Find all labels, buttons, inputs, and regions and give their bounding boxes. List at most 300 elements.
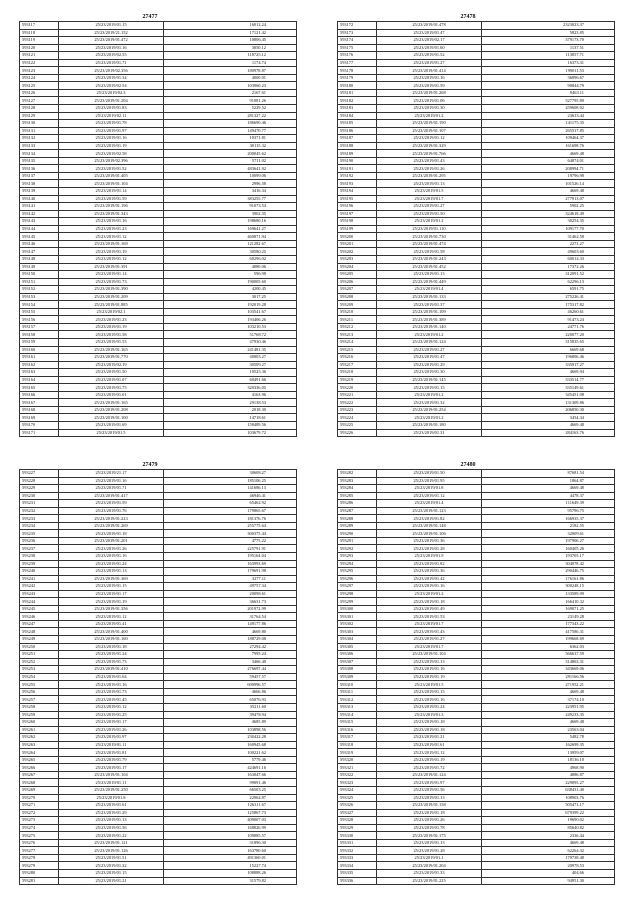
records-table [337, 21, 615, 437]
table-row [338, 764, 615, 772]
table-row [338, 809, 615, 817]
record-number: 593306 [338, 651, 377, 659]
record-amount: 36896.67 [482, 74, 615, 82]
record-amount: 3277.11 [164, 575, 297, 583]
record-amount: 22964.87 [164, 794, 297, 802]
record-code: 25/23/2019/02.356 [59, 67, 164, 75]
record-number: 593335 [338, 869, 377, 877]
record-number: 593315 [338, 719, 377, 727]
record-number: 593329 [338, 824, 377, 832]
record-number: 593125 [20, 82, 59, 90]
table-row [20, 218, 297, 226]
record-code: 25/23/2019/01.21 [377, 734, 482, 742]
record-number: 593265 [20, 756, 59, 764]
table-row [20, 346, 297, 354]
table-row [20, 703, 297, 711]
record-code: 25/23/2019/01.4 [377, 286, 482, 294]
record-amount: 220077.20 [482, 331, 615, 339]
record-code: 25/23/2019/01.209 [59, 293, 164, 301]
record-number: 593287 [338, 507, 377, 515]
table-row [20, 406, 297, 414]
record-number: 593221 [338, 391, 377, 399]
table-row [20, 726, 297, 734]
table-row [20, 127, 297, 135]
table-row [338, 331, 615, 339]
record-code: 25/23/2019/01.175 [377, 832, 482, 840]
record-code: 25/23/2019/01.5 [59, 429, 164, 437]
table-row [20, 421, 297, 429]
record-amount: 197906.27 [482, 537, 615, 545]
record-code: 25/23/2019/02.55 [59, 52, 164, 60]
record-code: 25/23/2019/01.5 [377, 681, 482, 689]
table-row [338, 553, 615, 561]
record-code: 25/23/2019/01.417 [59, 492, 164, 500]
record-amount: 36631.73 [164, 598, 297, 606]
table-row [20, 29, 297, 37]
table-row [338, 802, 615, 810]
record-code: 25/23/2019/01.49 [377, 605, 482, 613]
record-code: 25/23/2019/01.26 [377, 165, 482, 173]
record-number: 593148 [20, 255, 59, 263]
record-code: 25/23/2019/01.26 [377, 817, 482, 825]
record-amount: 46260.61 [482, 308, 615, 316]
table-row [338, 613, 615, 621]
record-amount: 265517.85 [482, 127, 615, 135]
record-code: 25/23/2019/01.180 [377, 421, 482, 429]
record-code: 25/23/2019/01.24 [59, 651, 164, 659]
page-block-3 [19, 461, 281, 885]
record-number: 593204 [338, 263, 377, 271]
record-number: 593196 [338, 203, 377, 211]
table-row [20, 847, 297, 855]
record-number: 593232 [20, 507, 59, 515]
record-code: 25/23/2019/01.158 [377, 802, 482, 810]
table-row [338, 477, 615, 485]
record-code: 25/23/2019/01.71 [59, 59, 164, 67]
record-amount: 679399.22 [482, 809, 615, 817]
table-row [338, 338, 615, 346]
record-code: 25/23/2019/01.97 [59, 734, 164, 742]
record-amount: 46946.41 [164, 492, 297, 500]
record-code: 25/23/2019/01.104 [377, 651, 482, 659]
record-amount: 417586.31 [482, 628, 615, 636]
record-number: 593309 [338, 673, 377, 681]
record-amount: 4000.01 [164, 74, 297, 82]
record-code: 25/23/2019/01.29 [377, 361, 482, 369]
table-row [338, 877, 615, 885]
table-row [20, 361, 297, 369]
record-amount: 315835.65 [482, 338, 615, 346]
record-code: 25/23/2019/01.19 [377, 756, 482, 764]
record-number: 593310 [338, 681, 377, 689]
record-number: 593251 [20, 651, 59, 659]
record-amount: 188729.08 [164, 636, 297, 644]
record-number: 593300 [338, 605, 377, 613]
record-code: 25/23/2019/01.73 [59, 658, 164, 666]
record-number: 593190 [338, 157, 377, 165]
record-code: 25/23/2019/01.13 [377, 794, 482, 802]
record-number: 593288 [338, 515, 377, 523]
record-amount: 108903.76 [482, 794, 615, 802]
record-number: 593328 [338, 817, 377, 825]
record-amount: 131309.86 [482, 399, 615, 407]
record-code: 25/23/2019/01.2 [377, 414, 482, 422]
record-number: 593165 [20, 384, 59, 392]
record-code: 25/23/2019/01.15 [59, 869, 164, 877]
record-number: 593215 [338, 346, 377, 354]
record-number: 593144 [20, 225, 59, 233]
record-amount: 195164.04 [164, 553, 297, 561]
record-number: 593205 [338, 271, 377, 279]
record-code: 25/23/2019/01.369 [59, 575, 164, 583]
record-number: 593269 [20, 786, 59, 794]
record-code: 25/23/2019/01.12 [377, 749, 482, 757]
record-number: 593178 [338, 67, 377, 75]
record-amount: 383255.77 [164, 195, 297, 203]
record-number: 593212 [338, 323, 377, 331]
table-row [338, 142, 615, 150]
record-amount: 333514.77 [482, 376, 615, 384]
record-amount: 284163.76 [482, 429, 615, 437]
table-row [338, 560, 615, 568]
record-code: 25/23/2019/01.474 [377, 240, 482, 248]
record-code: 25/23/2019/01.58 [377, 248, 482, 256]
record-amount: 2182.55 [482, 522, 615, 530]
record-code: 25/23/2019/01.16 [377, 74, 482, 82]
record-code: 25/23/2019/01.254 [377, 406, 482, 414]
table-row [20, 157, 297, 165]
table-row [338, 384, 615, 392]
table-row [338, 862, 615, 870]
record-number: 593185 [338, 120, 377, 128]
record-code: 25/23/2019/01.169 [59, 240, 164, 248]
record-number: 593268 [20, 779, 59, 787]
table-row [338, 195, 615, 203]
record-number: 593272 [20, 809, 59, 817]
record-number: 593280 [20, 869, 59, 877]
table-row [20, 203, 297, 211]
record-number: 593230 [20, 492, 59, 500]
record-number: 593164 [20, 376, 59, 384]
page-number: 27478 [460, 14, 476, 20]
record-code: 25/23/2019/01.124 [377, 771, 482, 779]
record-number: 593242 [20, 583, 59, 591]
record-amount: 199011.53 [482, 67, 615, 75]
record-amount: 460871.94 [164, 233, 297, 241]
table-row [338, 741, 615, 749]
record-amount: 229095.27 [482, 779, 615, 787]
record-amount: 483641.92 [164, 165, 297, 173]
table-row [20, 545, 297, 553]
record-code: 25/23/2019/01.16 [377, 666, 482, 674]
record-code: 25/23/2019/01.204 [59, 97, 164, 105]
record-amount: 566637.59 [482, 651, 615, 659]
record-code: 25/23/2019/01.100 [59, 414, 164, 422]
record-code: 25/23/2019/01.133 [377, 293, 482, 301]
table-row [20, 369, 297, 377]
record-code: 25/23/2019/01.356 [59, 605, 164, 613]
record-number: 593188 [338, 142, 377, 150]
table-row [20, 688, 297, 696]
record-amount: 103898.56 [164, 726, 297, 734]
record-number: 593126 [20, 89, 59, 97]
record-code: 25/23/2019/01.27 [377, 346, 482, 354]
record-number: 593123 [20, 67, 59, 75]
record-number: 593117 [20, 22, 59, 30]
record-amount: 5711.02 [164, 157, 297, 165]
record-code: 25/23/2019/01.27 [377, 59, 482, 67]
record-code: 25/23/2019/01.52 [377, 52, 482, 60]
table-row [338, 67, 615, 75]
table-row [20, 233, 297, 241]
record-amount: 10806.45 [164, 37, 297, 45]
table-row [20, 522, 297, 530]
table-row [338, 37, 615, 45]
record-amount: 91473.24 [482, 316, 615, 324]
record-amount: 335917.27 [482, 361, 615, 369]
record-amount: 3902.35 [164, 210, 297, 218]
record-code: 25/23/2019/01.123 [377, 507, 482, 515]
record-amount: 335149.61 [482, 384, 615, 392]
record-amount: 10371.81 [164, 135, 297, 143]
record-amount: 200045.62 [164, 150, 297, 158]
record-number: 593290 [338, 530, 377, 538]
record-amount: 161698.76 [482, 142, 615, 150]
record-code: 25/23/2019/01.13 [59, 817, 164, 825]
table-row [338, 89, 615, 97]
table-row [338, 74, 615, 82]
record-number: 593119 [20, 37, 59, 45]
record-number: 593283 [338, 477, 377, 485]
record-code: 25/23/2019/01.3 [377, 711, 482, 719]
record-amount: 103679.72 [164, 429, 297, 437]
record-amount: 51768.72 [164, 331, 297, 339]
record-amount: 15227.74 [164, 862, 297, 870]
table-row [20, 240, 297, 248]
record-code: 25/23/2019/01.126 [59, 847, 164, 855]
table-row [20, 734, 297, 742]
record-code: 25/23/2019/01.15 [59, 583, 164, 591]
record-code: 25/23/2019/01.19 [59, 323, 164, 331]
record-code: 25/23/2019/01.7 [377, 643, 482, 651]
record-amount: 379173.70 [482, 37, 615, 45]
record-code: 25/23/2019/01.59 [59, 195, 164, 203]
record-number: 593151 [20, 278, 59, 286]
record-number: 593296 [338, 575, 377, 583]
record-number: 593157 [20, 323, 59, 331]
record-amount: 85640.82 [482, 824, 615, 832]
record-code: 25/23/2019/01.405 [59, 172, 164, 180]
record-number: 593145 [20, 233, 59, 241]
table-row [20, 862, 297, 870]
record-number: 593243 [20, 590, 59, 598]
page-number: 27479 [142, 462, 158, 468]
record-amount: 230422.28 [164, 734, 297, 742]
record-amount: 5482.78 [482, 734, 615, 742]
record-code: 25/23/2019/01.390 [59, 286, 164, 294]
record-code: 25/23/2019/01.13 [377, 839, 482, 847]
table-row [338, 376, 615, 384]
table-row [20, 331, 297, 339]
record-number: 593264 [20, 749, 59, 757]
record-code: 25/23/2019/01.07 [59, 376, 164, 384]
record-code: 25/23/2019/01.13 [377, 658, 482, 666]
record-number: 593152 [20, 286, 59, 294]
record-amount: 65076.93 [164, 696, 297, 704]
record-code: 25/23/2019/01.28 [377, 545, 482, 553]
record-code: 25/23/2019/01.22 [59, 832, 164, 840]
record-code: 25/23/2019/01.64 [59, 673, 164, 681]
table-row [338, 172, 615, 180]
record-number: 593312 [338, 696, 377, 704]
record-amount: 103210.53 [164, 323, 297, 331]
record-number: 593266 [20, 764, 59, 772]
record-number: 593208 [338, 293, 377, 301]
record-number: 593158 [20, 331, 59, 339]
table-row [338, 545, 615, 553]
record-code: 25/23/2019/01.14 [59, 271, 164, 279]
record-amount: 121282.67 [164, 240, 297, 248]
record-amount: 6669.68 [482, 346, 615, 354]
record-amount: 491360.01 [164, 854, 297, 862]
record-amount: 65462.92 [164, 500, 297, 508]
record-amount: 17372.26 [482, 263, 615, 271]
record-number: 593301 [338, 613, 377, 621]
record-number: 593167 [20, 399, 59, 407]
record-number: 593257 [20, 696, 59, 704]
table-row [338, 726, 615, 734]
record-code: 25/23/2019/01.97 [377, 779, 482, 787]
table-row [20, 135, 297, 143]
table-row [338, 22, 615, 30]
table-row [20, 583, 297, 591]
table-row [20, 492, 297, 500]
record-amount: 141175.35 [482, 120, 615, 128]
record-amount: 180978.87 [164, 67, 297, 75]
record-number: 593258 [20, 703, 59, 711]
record-number: 593135 [20, 157, 59, 165]
record-amount: 4669.48 [482, 485, 615, 493]
record-amount: 64874.01 [482, 157, 615, 165]
record-number: 593181 [338, 89, 377, 97]
record-amount: 5779.46 [164, 756, 297, 764]
table-row [338, 391, 615, 399]
record-number: 593224 [338, 414, 377, 422]
record-number: 593129 [20, 112, 59, 120]
record-code: 25/23/2019/01.12 [377, 135, 482, 143]
record-code: 25/23/2019/01.16 [59, 218, 164, 226]
table-row [338, 82, 615, 90]
record-code: 25/23/2019/02.1 [59, 308, 164, 316]
table-row [338, 711, 615, 719]
record-amount: 91081.26 [164, 97, 297, 105]
record-code: 25/23/2019/01.13 [59, 568, 164, 576]
table-row [20, 802, 297, 810]
record-code: 25/23/2019/01.2 [377, 218, 482, 226]
record-number: 593299 [338, 598, 377, 606]
record-amount: 99891.46 [164, 779, 297, 787]
record-number: 593194 [338, 188, 377, 196]
record-code: 25/23/2019/01.61 [59, 802, 164, 810]
record-amount: 27294.42 [164, 643, 297, 651]
record-code: 25/23/2019/01.410 [59, 666, 164, 674]
record-amount: 208994.71 [482, 165, 615, 173]
record-amount: 166935.37 [482, 515, 615, 523]
table-row [20, 67, 297, 75]
record-code: 25/23/2019/01.449 [377, 278, 482, 286]
record-number: 593130 [20, 120, 59, 128]
record-amount: 103960.23 [164, 82, 297, 90]
record-code: 25/23/2019/01.770 [59, 354, 164, 362]
record-code: 25/23/2019/01.104 [59, 180, 164, 188]
record-number: 593163 [20, 369, 59, 377]
record-number: 593127 [20, 97, 59, 105]
record-amount: 40803.27 [164, 354, 297, 362]
record-code: 25/23/2019/01.16 [59, 681, 164, 689]
record-amount: 141686.13 [164, 485, 297, 493]
table-row [338, 165, 615, 173]
record-code: 25/23/2019/01.43 [377, 157, 482, 165]
table-row [20, 590, 297, 598]
record-number: 593142 [20, 210, 59, 218]
table-row [338, 500, 615, 508]
table-row [20, 120, 297, 128]
records-table [19, 469, 297, 885]
table-row [338, 568, 615, 576]
record-amount: 23613.44 [482, 112, 615, 120]
record-amount: 62296.13 [482, 278, 615, 286]
record-code: 25/23/2019/01.19 [377, 673, 482, 681]
record-code: 25/23/2019/01.2 [377, 112, 482, 120]
record-code: 25/23/2019/01.52 [59, 165, 164, 173]
table-row [338, 255, 615, 263]
table-row [338, 203, 615, 211]
record-code: 25/23/2019/01.7 [377, 620, 482, 628]
table-row [20, 37, 297, 45]
record-code: 25/23/2019/01.17 [59, 719, 164, 727]
record-code: 25/23/2019/01.34 [59, 74, 164, 82]
table-row [338, 44, 615, 52]
table-row [338, 485, 615, 493]
record-number: 593227 [20, 470, 59, 478]
table-row [338, 414, 615, 422]
record-number: 593308 [338, 666, 377, 674]
record-amount: 169641.27 [164, 225, 297, 233]
record-number: 593209 [338, 301, 377, 309]
record-number: 593183 [338, 105, 377, 113]
record-code: 25/23/2019/01.250 [59, 786, 164, 794]
table-row [338, 263, 615, 271]
record-code: 25/23/2019/01.16 [59, 135, 164, 143]
table-row [20, 195, 297, 203]
table-row [20, 711, 297, 719]
record-code: 25/23/2019/01.204 [377, 862, 482, 870]
table-row [338, 210, 615, 218]
record-amount: 168826.99 [164, 824, 297, 832]
record-amount: 20978.53 [482, 862, 615, 870]
record-code: 25/23/2019/01.12 [59, 233, 164, 241]
record-code: 25/23/2019/01.82 [377, 560, 482, 568]
table-row [338, 658, 615, 666]
record-number: 593324 [338, 786, 377, 794]
table-row [338, 406, 615, 414]
record-code: 25/23/2019/01.225 [377, 877, 482, 885]
table-row [338, 847, 615, 855]
table-row [338, 52, 615, 60]
record-code: 25/23/2019/01.17 [59, 764, 164, 772]
record-amount: 163993.69 [164, 560, 297, 568]
record-amount: 10099.06 [164, 172, 297, 180]
